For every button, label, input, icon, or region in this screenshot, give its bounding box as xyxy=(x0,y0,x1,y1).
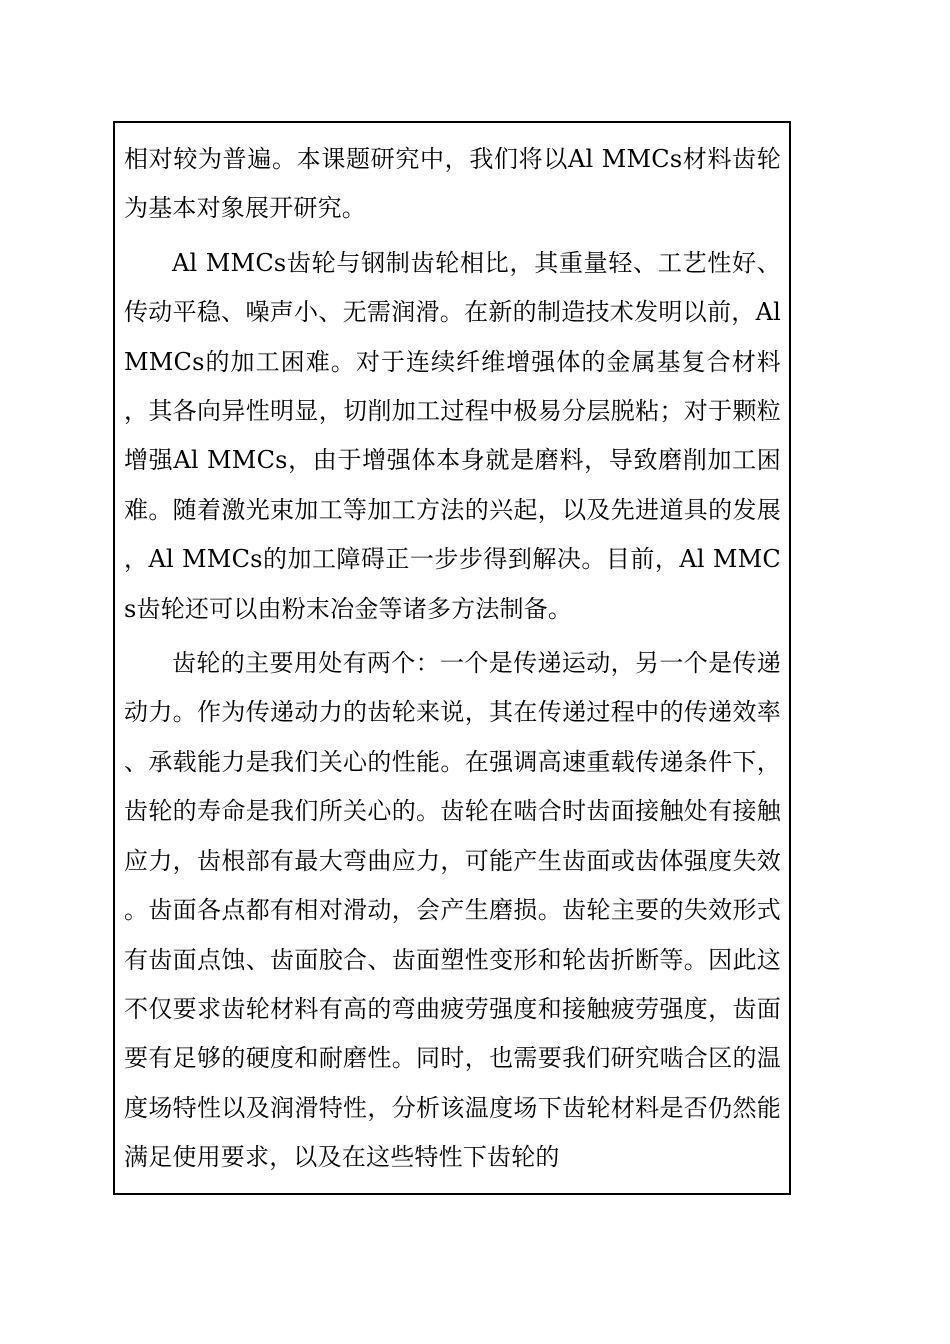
paragraph-3: 齿轮的主要用处有两个：一个是传递运动，另一个是传递动力。作为传递动力的齿轮来说，其在传递过程中的传递效率、承载能力是我们关心的性能。在强调高速重载传递条件下，齿轮的寿命是我们所关心的。齿轮在啮合时齿面接触处有接触应力，齿根部有最大弯曲应力，可能产生齿面或齿体强度失效。齿面各点都有相对滑动，会产生磨损。齿轮主要的失效形式有齿面点蚀、齿面胶合、齿面塑性变形和轮齿折断等。因此这不仅要求齿轮材料有高的弯曲疲劳强度和接触疲劳强度，齿面要有足够的硬度和耐磨性。同时，也需要我们研究啮合区的温度场特性以及润滑特性，分析该温度场下齿轮材料是否仍然能满足使用要求，以及在这些特性下齿轮的 xyxy=(124,649,781,1172)
document-frame xyxy=(113,121,791,1195)
paragraph-1: 相对较为普遍。本课题研究中，我们将以Al MMCs材料齿轮为基本对象展开研究。 xyxy=(124,145,781,223)
paragraph-2: Al MMCs齿轮与钢制齿轮相比，其重量轻、工艺性好、传动平稳、噪声小、无需润滑。在新的制造技术发明以前，Al MMCs的加工困难。对于连续纤维增强体的金属基复合材料，其各向异性明显，切削加工过程中极易分层脱粘；对于颗粒增强Al MMCs，由于增强体本身就是磨料，导致磨削加工困难。随着激光束加工等加工方法的兴起，以及先进道具的发展，Al MMCs的加工障碍正一步步得到解决。目前，Al MMCs齿轮还可以由粉末冶金等诸多方法制备。 xyxy=(124,248,781,623)
